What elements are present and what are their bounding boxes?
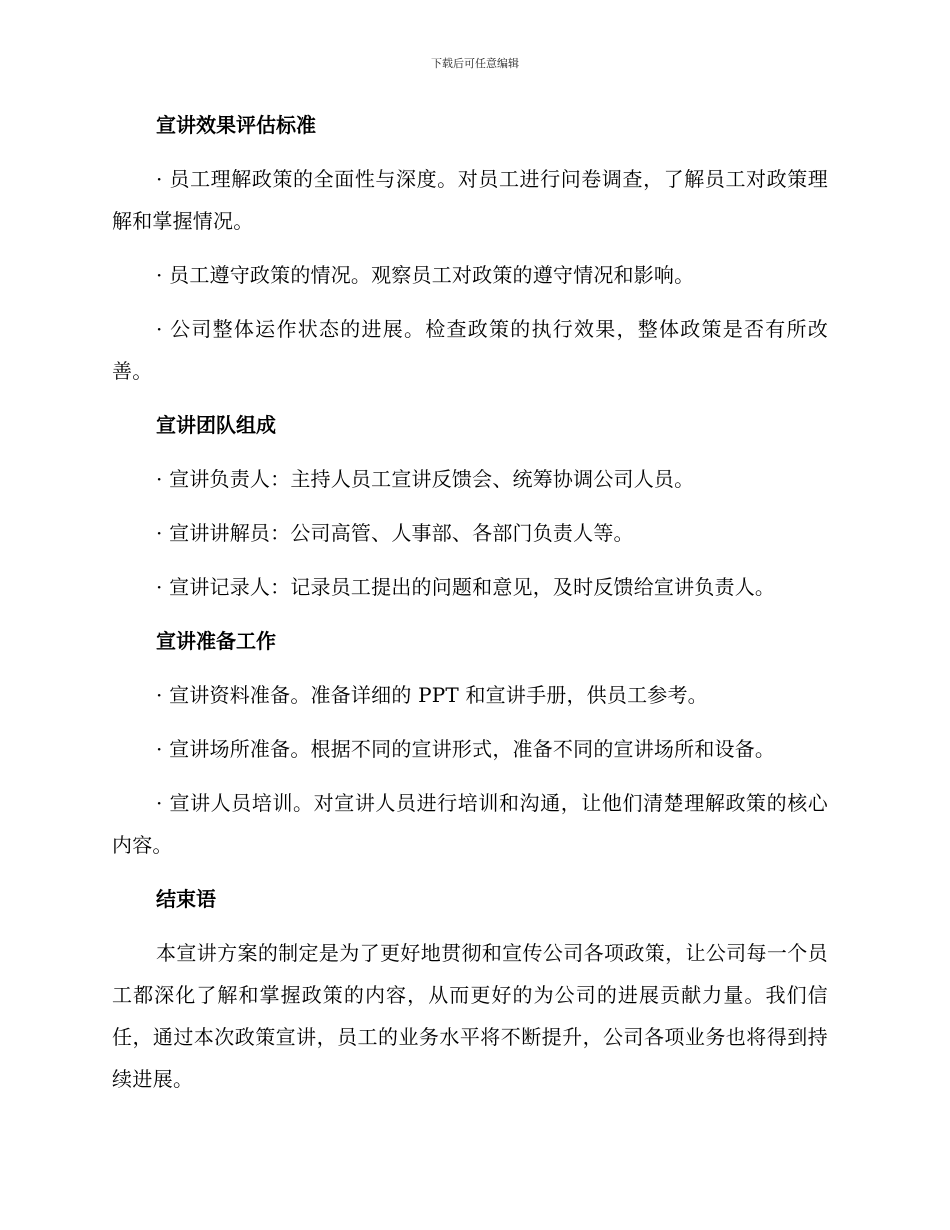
evaluation-item-compliance: · 员工遵守政策的情况。观察员工对政策的遵守情况和影响。 <box>156 263 695 287</box>
page-header-note: 下载后可任意编辑 <box>431 57 519 70</box>
prep-item-venue: · 宣讲场所准备。根据不同的宣讲形式，准备不同的宣讲场所和设备。 <box>156 737 776 761</box>
document-body <box>112 104 828 1112</box>
evaluation-item-understanding: · 员工理解政策的全面性与深度。对员工进行问卷调查，了解员工对政策理解和掌握情况。 <box>112 167 828 233</box>
section-heading-evaluation: 宣讲效果评估标准 <box>156 113 316 137</box>
evaluation-item-operation: · 公司整体运作状态的进展。检查政策的执行效果，整体政策是否有所改善。 <box>112 317 828 383</box>
prep-item-training: · 宣讲人员培训。对宣讲人员进行培训和沟通，让他们清楚理解政策的核心内容。 <box>112 791 828 857</box>
section-heading-team: 宣讲团队组成 <box>156 413 276 437</box>
team-item-lead: · 宣讲负责人：主持人员工宣讲反馈会、统筹协调公司人员。 <box>156 467 695 491</box>
section-heading-conclusion: 结束语 <box>156 887 216 911</box>
team-item-recorder: · 宣讲记录人：记录员工提出的问题和意见，及时反馈给宣讲负责人。 <box>156 575 776 599</box>
prep-item-materials: · 宣讲资料准备。准备详细的 PPT 和宣讲手册，供员工参考。 <box>156 683 708 707</box>
team-item-presenter: · 宣讲讲解员：公司高管、人事部、各部门负责人等。 <box>156 521 634 545</box>
conclusion-paragraph: 本宣讲方案的制定是为了更好地贯彻和宣传公司各项政策，让公司每一个员工都深化了解和掌握政策的内容，从而更好的为公司的进展贡献力量。我们信任，通过本次政策宣讲，员工的业务水平将不断提升，公司各项业务也将得到持续进展。 <box>112 941 828 1091</box>
section-heading-preparation: 宣讲准备工作 <box>156 629 276 653</box>
